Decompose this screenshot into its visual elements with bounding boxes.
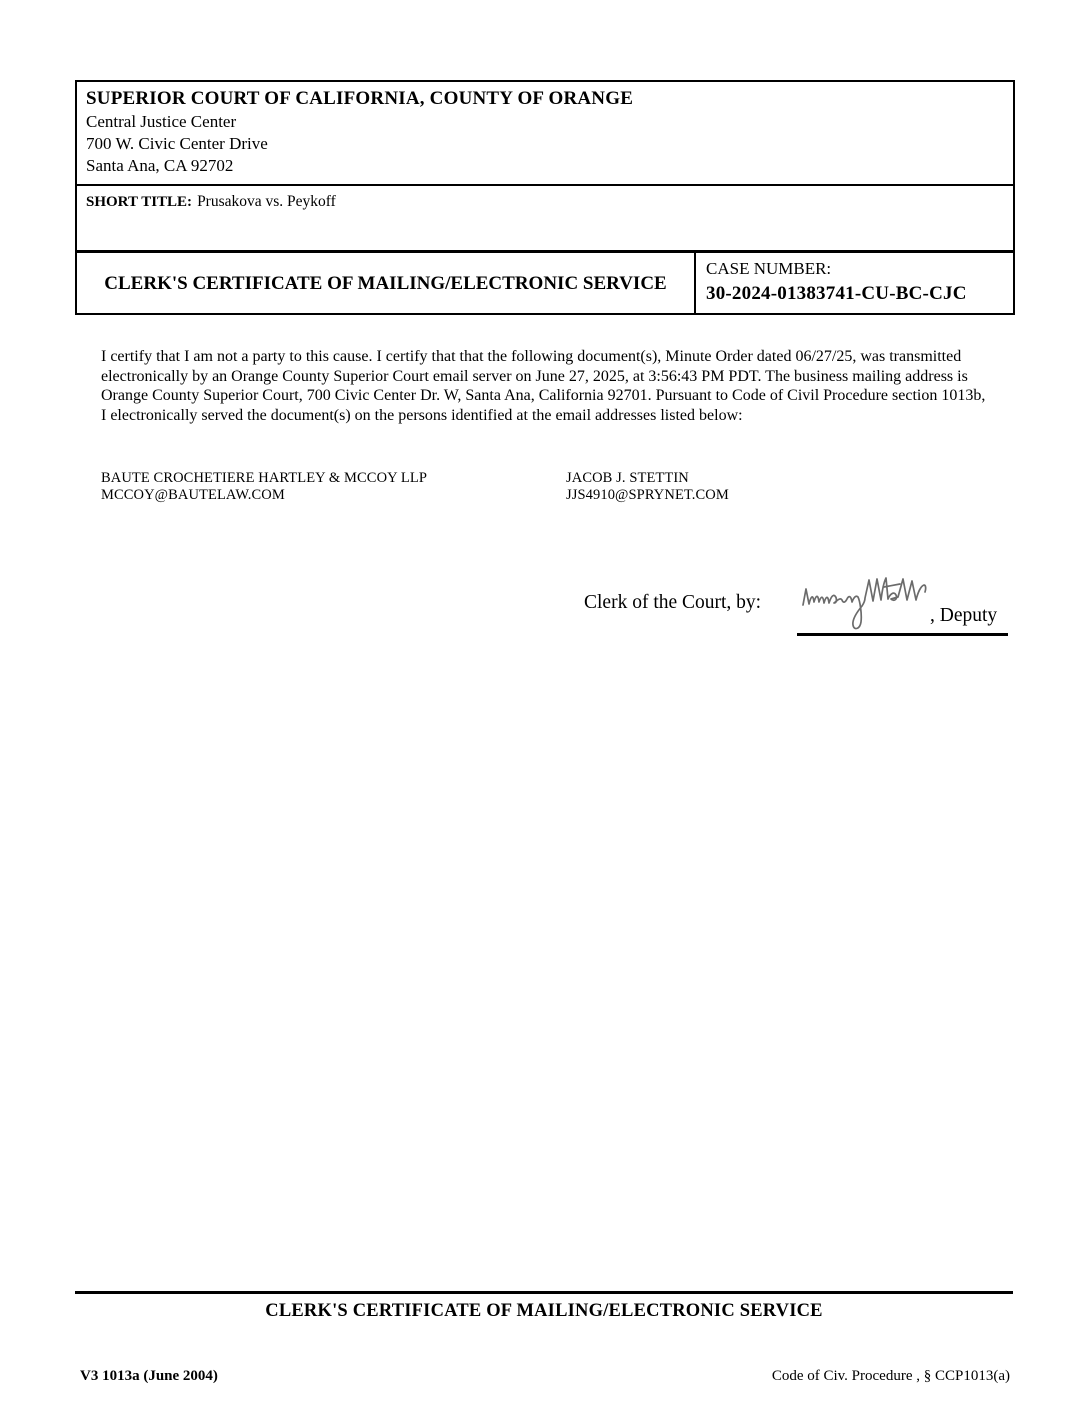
- form-title-row: [77, 253, 1013, 313]
- case-number-label: CASE NUMBER:: [706, 259, 832, 278]
- court-address-line: Central Justice Center: [86, 112, 237, 131]
- signature-line: [797, 633, 1008, 636]
- recipient-name: JACOB J. STETTIN: [566, 470, 689, 486]
- form-version: V3 1013a (June 2004): [80, 1368, 218, 1384]
- recipient-name: BAUTE CROCHETIERE HARTLEY & MCCOY LLP: [101, 470, 427, 486]
- short-title-row: [77, 186, 1013, 253]
- recipient-entry: [101, 470, 566, 503]
- court-address-section: [77, 82, 1013, 186]
- footer-divider: [75, 1291, 1013, 1294]
- clerk-signature-label: Clerk of the Court, by:: [584, 592, 762, 613]
- form-title: CLERK'S CERTIFICATE OF MAILING/ELECTRONIC SERVICE: [104, 272, 667, 294]
- code-reference: Code of Civ. Procedure , § CCP1013(a): [771, 1368, 1010, 1384]
- recipient-email: JJS4910@SPRYNET.COM: [566, 486, 729, 503]
- recipient-list: [101, 470, 1001, 503]
- recipient-email: MCCOY@BAUTELAW.COM: [101, 486, 285, 503]
- case-number-value: 30-2024-01383741-CU-BC-CJC: [706, 283, 967, 304]
- recipient-entry: [566, 470, 729, 503]
- case-number-cell: [694, 253, 1013, 313]
- court-address-line: Santa Ana, CA 92702: [86, 156, 234, 175]
- deputy-suffix: , Deputy: [930, 605, 998, 626]
- certification-paragraph: I certify that I am not a party to this cause. I certify that that the following document(s), Minute Order dated 06/27/25, was transmitted electronically by an Orange County Superior Court email server on June 27, 2025, at 3:56:43 PM PDT. The business mailing address is Orange County Superior Court, 700 Civic Center Dr. W, Santa Ana, California 92701. Pursuant to Code of Civil Procedure section 1013b, I electronically served the document(s) on the persons identified at the email addresses listed below:: [101, 348, 986, 425]
- footer-document-title: CLERK'S CERTIFICATE OF MAILING/ELECTRONIC SERVICE: [265, 1301, 823, 1321]
- short-title-label: SHORT TITLE:: [86, 194, 193, 210]
- header-caption-box: [75, 80, 1015, 315]
- short-title-value: Prusakova vs. Peykoff: [197, 193, 336, 210]
- court-name: SUPERIOR COURT OF CALIFORNIA, COUNTY OF ORANGE: [86, 88, 634, 109]
- deputy-signature-image: [799, 570, 931, 636]
- court-address-line: 700 W. Civic Center Drive: [86, 134, 268, 153]
